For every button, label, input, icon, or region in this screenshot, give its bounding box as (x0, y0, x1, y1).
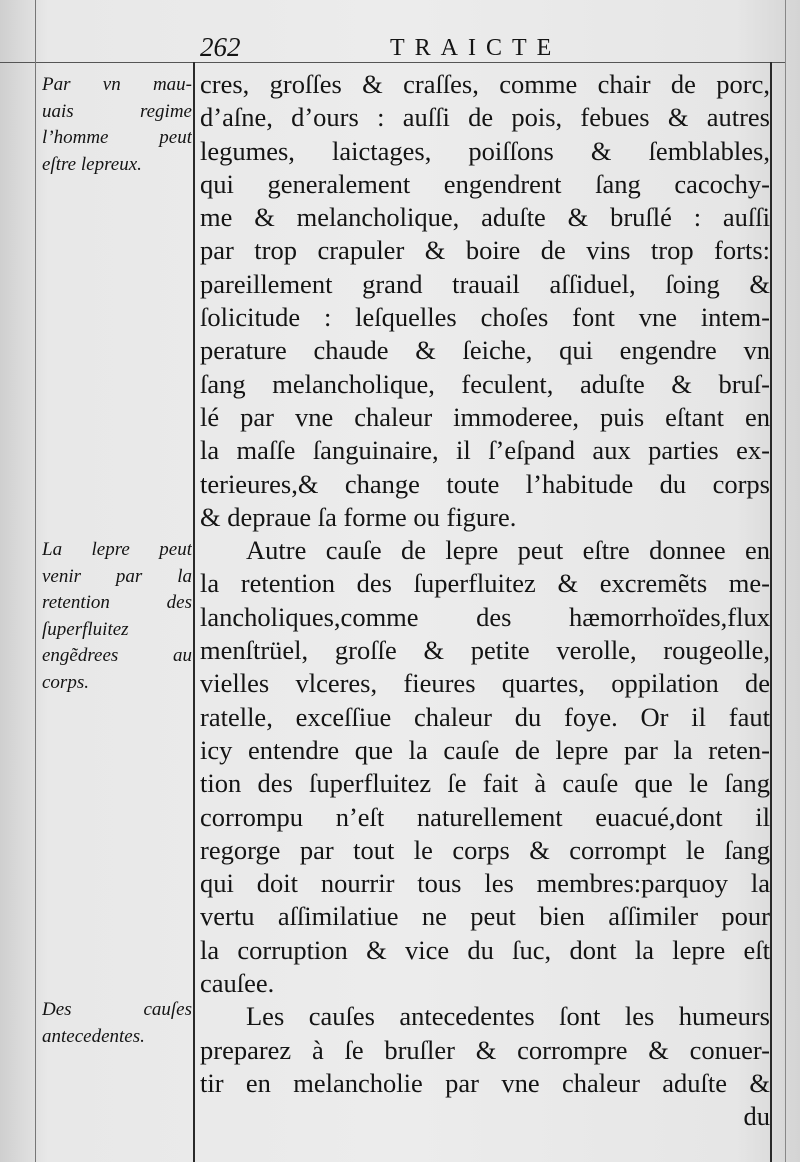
text-line: la corruption & vice du ſuc, dont la lepre eſt (200, 934, 770, 965)
text-line: icy entendre que la cauſe de lepre par la reten- (200, 734, 770, 765)
text-line: lancholiques,comme des hæmorrhoïdes,flux (200, 601, 770, 632)
text-line: legumes, laictages, poiſſons & ſemblables, (200, 135, 770, 166)
text-line: ratelle, exceſſiue chaleur du foye. Or il faut (200, 701, 770, 732)
margin-note-line: retention des (42, 592, 192, 613)
margin-note-regime (42, 72, 192, 178)
text-column-rule (770, 62, 772, 1162)
margin-note-retention (42, 537, 192, 696)
text-line: & depraue ſa forme ou figure. (200, 501, 517, 532)
text-line: par trop crapuler & boire de vins trop forts: (200, 235, 770, 266)
text-line: d’aſne, d’ours : auſſi de pois, febues & autres (200, 102, 770, 133)
page-number: 262 (200, 32, 241, 62)
text-line: vielles vlceres, fieures quartes, oppilation de (200, 668, 770, 699)
text-line: corrompu n’eſt naturellement euacué,dont il (200, 801, 770, 832)
text-line: Autre cauſe de lepre peut eſtre donnee en (246, 535, 770, 566)
text-line: vertu aſſimilatiue ne peut bien aſſimiler pour (200, 901, 770, 932)
text-line: preparez à ſe bruſler & corrompre & conuer- (200, 1034, 770, 1065)
text-line: ſolicitude : leſquelles choſes font vne intem- (200, 302, 770, 333)
text-line: tion des ſuperfluitez ſe fait à cauſe que le ſang (200, 768, 770, 799)
margin-note-line: engẽdrees au (42, 645, 192, 666)
text-line: menſtrüel, groſſe & petite verolle, rougeolle, (200, 635, 770, 666)
margin-column-rule (193, 62, 195, 1162)
margin-note-line: uais regime (42, 100, 192, 122)
text-line: qui doit nourrir tous les membres:parquoy la (200, 868, 770, 899)
margin-note-antecedentes (42, 997, 192, 1050)
margin-note-line: eſtre lepreux. (42, 153, 142, 175)
text-line: qui generalement engendrent ſang cacochy- (200, 168, 770, 199)
margin-note-line: La lepre peut (42, 539, 192, 560)
margin-note-line: Des cauſes (42, 999, 192, 1020)
margin-note-line: Par vn mau- (42, 74, 192, 95)
margin-note-line: l’homme peut (42, 127, 192, 148)
margin-note-line: corps. (42, 671, 89, 693)
text-line: perature chaude & ſeiche, qui engendre vn (200, 335, 770, 366)
text-line: regorge par tout le corps & corrompt le ſang (200, 834, 770, 865)
text-line: la maſſe ſanguinaire, il ſ’eſpand aux parties ex- (200, 435, 770, 466)
text-line: cres, groſſes & craſſes, comme chair de porc, (200, 69, 770, 99)
outer-margin-rule (35, 0, 36, 1162)
text-line: pareillement grand trauail aſſiduel, ſoing & (200, 268, 770, 299)
text-line: tir en melancholie par vne chaleur aduſte & (200, 1067, 770, 1098)
text-line: lé par vne chaleur immoderee, puis eſtant en (200, 401, 770, 432)
running-head: TRAICTE (390, 35, 562, 61)
text-line: ſang melancholique, feculent, aduſte & bruſ- (200, 368, 770, 399)
margin-note-line: ſuperfluitez (42, 618, 129, 640)
page-edge-rule (785, 0, 786, 1162)
text-line: me & melancholique, aduſte & bruſlé : auſſi (200, 202, 770, 233)
margin-note-line: venir par la (42, 565, 192, 587)
text-line: cauſee. (200, 968, 275, 999)
text-line: la retention des ſuperfluitez & excremẽts me- (200, 568, 770, 599)
margin-note-line: antecedentes. (42, 1025, 145, 1047)
text-line: terieures,& change toute l’habitude du corps (200, 468, 770, 499)
catchword: du (743, 1101, 770, 1132)
main-text (200, 68, 770, 1134)
page-header (200, 32, 770, 66)
text-line: Les cauſes antecedentes ſont les humeurs (246, 1001, 770, 1032)
